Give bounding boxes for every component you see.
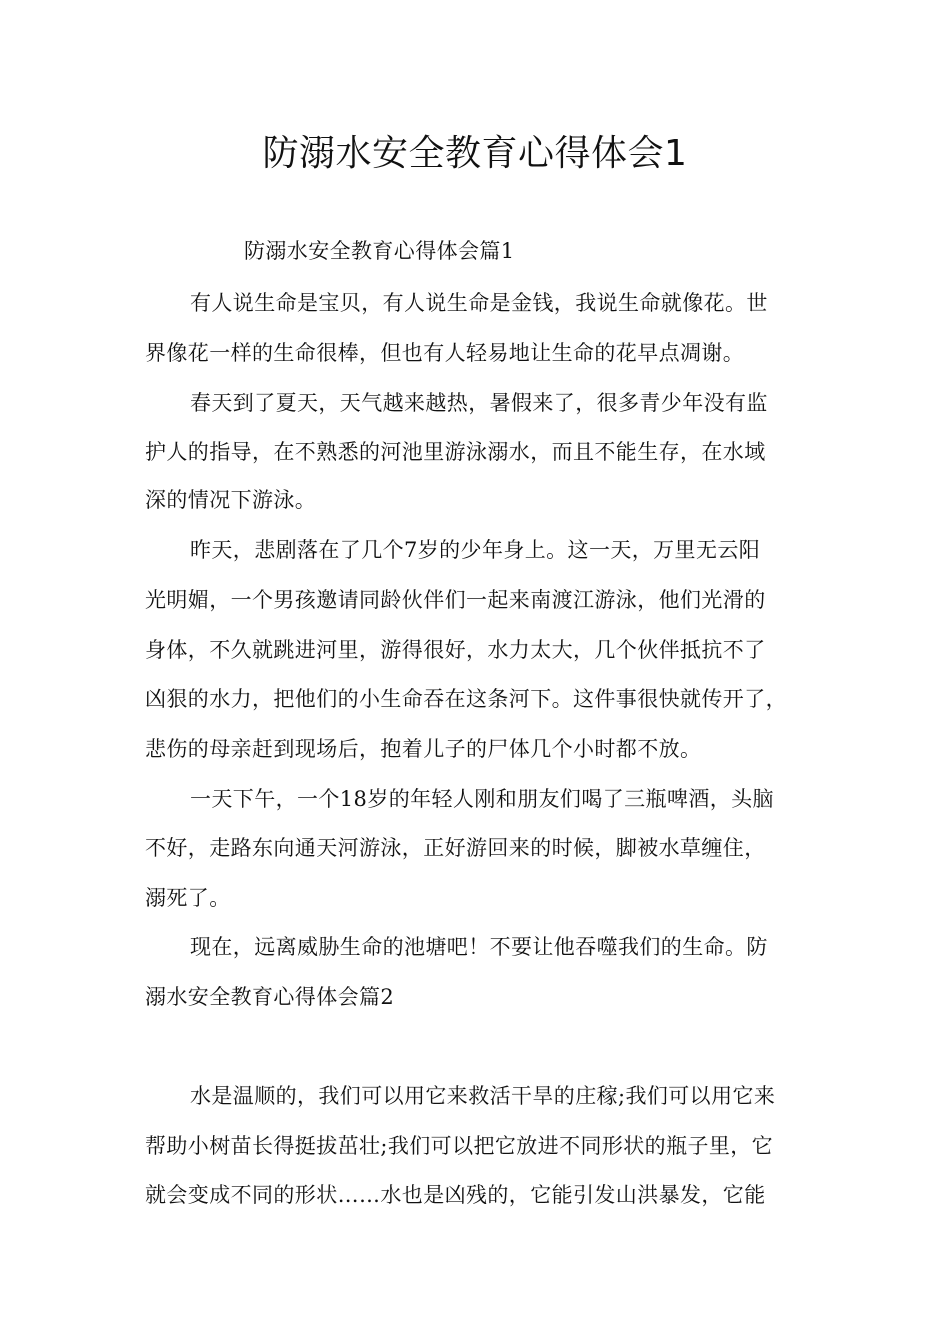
- body-line: 就会变成不同的形状……水也是凶残的，它能引发山洪暴发，它能: [145, 1183, 766, 1207]
- body-line: 不好，走路东向通天河游泳，正好游回来的时候，脚被水草缠住，: [145, 836, 766, 860]
- section-heading: 防溺水安全教育心得体会篇1: [244, 239, 515, 263]
- body-line: 悲伤的母亲赶到现场后，抱着儿子的尸体几个小时都不放。: [145, 737, 702, 761]
- body-line: 水是温顺的，我们可以用它来救活干旱的庄稼;我们可以用它来: [190, 1084, 776, 1108]
- body-line: 凶狠的水力，把他们的小生命吞在这条河下。这件事很快就传开了，: [145, 687, 787, 711]
- body-line: 春天到了夏天，天气越来越热，暑假来了，很多青少年没有监: [190, 391, 768, 415]
- body-line: 帮助小树苗长得挺拔茁壮;我们可以把它放进不同形状的瓶子里，它: [145, 1134, 774, 1158]
- body-line: 身体，不久就跳进河里，游得很好，水力太大，几个伙伴抵抗不了: [145, 638, 766, 662]
- body-line: 深的情况下游泳。: [145, 488, 317, 512]
- document-title: 防溺水安全教育心得体会1: [262, 133, 688, 174]
- body-line: 昨天，悲剧落在了几个7岁的少年身上。这一天，万里无云阳: [190, 538, 761, 562]
- body-line: 光明媚，一个男孩邀请同龄伙伴们一起来南渡江游泳，他们光滑的: [145, 588, 766, 612]
- body-line: 护人的指导，在不熟悉的河池里游泳溺水，而且不能生存，在水域: [145, 440, 766, 464]
- body-line: 溺死了。: [145, 886, 231, 910]
- body-line: 界像花一样的生命很棒，但也有人轻易地让生命的花早点凋谢。: [145, 341, 745, 365]
- body-line: 现在，远离威胁生命的池塘吧！不要让他吞噬我们的生命。防: [190, 935, 768, 959]
- body-line: 溺水安全教育心得体会篇2: [145, 985, 395, 1009]
- body-line: 一天下午，一个18岁的年轻人刚和朋友们喝了三瓶啤酒，头脑: [190, 787, 774, 811]
- body-line: 有人说生命是宝贝，有人说生命是金钱，我说生命就像花。世: [190, 291, 768, 315]
